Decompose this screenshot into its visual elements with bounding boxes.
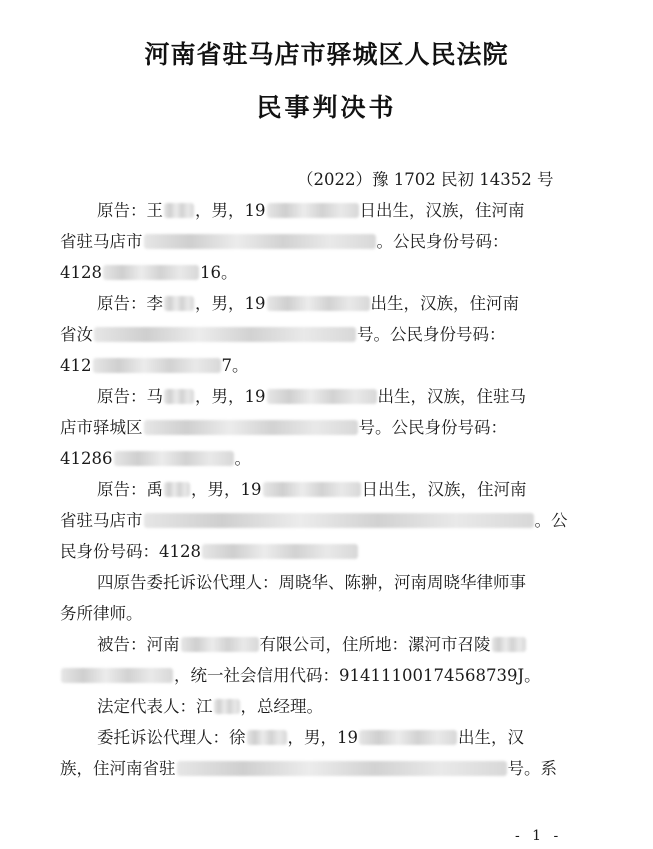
- redaction-blur: [114, 451, 234, 466]
- redaction-blur: [267, 203, 359, 218]
- text-segment: ，男，19: [195, 294, 266, 313]
- redaction-blur: [267, 389, 377, 404]
- plaintiff-agents-line-2: [60, 597, 143, 631]
- redaction-blur: [164, 389, 194, 404]
- plaintiff-4-line-1: [97, 473, 527, 507]
- text-segment: 日出生，汉族，住河南: [361, 480, 527, 499]
- court-title: 河南省驻马店市驿城区人民法院: [144, 40, 509, 69]
- redaction-blur: [103, 265, 199, 280]
- plaintiff-1-line-3: [60, 256, 238, 290]
- text-segment: ，统一社会信用代码：91411100174568739J。: [174, 666, 541, 685]
- redaction-blur: [214, 699, 240, 714]
- text-segment: 原告：马: [97, 387, 163, 406]
- text-segment: 民身份号码：4128: [60, 542, 201, 561]
- defendant-agent-line-2: [60, 752, 557, 786]
- redaction-blur: [267, 296, 370, 311]
- text-segment: 法定代表人：江: [97, 697, 213, 716]
- page-number: - 1 -: [515, 828, 563, 844]
- text-segment: 原告：李: [97, 294, 163, 313]
- redaction-blur: [247, 730, 287, 745]
- redaction-blur: [61, 668, 173, 683]
- plaintiff-1-line-2: [60, 225, 509, 259]
- redaction-blur: [164, 296, 194, 311]
- text-segment: 412: [60, 356, 92, 375]
- redaction-blur: [263, 482, 361, 497]
- redaction-blur: [144, 234, 376, 249]
- case-number: （2022）豫 1702 民初 14352 号: [297, 170, 554, 189]
- redaction-blur: [164, 482, 190, 497]
- plaintiff-3-line-2: [60, 411, 507, 445]
- text-segment: 被告：河南: [97, 635, 180, 654]
- plaintiff-4-line-2: [60, 504, 568, 538]
- text-segment: 省驻马店市: [60, 232, 143, 251]
- document-type-title: 民事判决书: [256, 93, 397, 122]
- defendant-line-2: [60, 659, 541, 693]
- text-segment: 有限公司，住所地：漯河市召陵: [259, 635, 491, 654]
- redaction-blur: [492, 637, 526, 652]
- text-segment: 出生，汉族，住驻马: [377, 387, 526, 406]
- redaction-blur: [94, 327, 356, 342]
- text-segment: 4128: [60, 263, 102, 282]
- text-segment: 号。公民身份号码：: [357, 325, 506, 344]
- plaintiff-1-line-1: [97, 194, 525, 228]
- text-segment: 务所律师。: [60, 604, 143, 623]
- text-segment: 号。系: [507, 759, 557, 778]
- text-segment: 。公民身份号码：: [376, 232, 509, 251]
- text-segment: 族，住河南省驻: [60, 759, 176, 778]
- redaction-blur: [93, 358, 221, 373]
- plaintiff-2-line-1: [97, 287, 519, 321]
- plaintiff-2-line-2: [60, 318, 506, 352]
- text-segment: ，男，19: [191, 480, 262, 499]
- text-segment: 出生，汉族，住河南: [370, 294, 519, 313]
- text-segment: ，男，19: [195, 201, 266, 220]
- redaction-blur: [144, 513, 534, 528]
- redaction-blur: [359, 730, 457, 745]
- text-segment: 。公: [534, 511, 568, 530]
- text-segment: ，总经理。: [240, 697, 323, 716]
- text-segment: 号。公民身份号码：: [358, 418, 507, 437]
- redaction-blur: [144, 420, 358, 435]
- plaintiff-4-line-3: [60, 535, 359, 569]
- defendant-line-1: [97, 628, 527, 662]
- text-segment: 出生，汉: [458, 728, 524, 747]
- text-segment: ，男，19: [287, 728, 358, 747]
- redaction-blur: [202, 544, 358, 559]
- redaction-blur: [177, 761, 507, 776]
- plaintiff-3-line-3: [60, 442, 251, 476]
- text-segment: 原告：禹: [97, 480, 163, 499]
- text-segment: 原告：王: [97, 201, 163, 220]
- text-segment: 16。: [200, 263, 238, 282]
- plaintiff-3-line-1: [97, 380, 526, 414]
- redaction-blur: [164, 203, 194, 218]
- text-segment: 店市驿城区: [60, 418, 143, 437]
- text-segment: 省汝: [60, 325, 93, 344]
- text-segment: 省驻马店市: [60, 511, 143, 530]
- text-segment: 委托诉讼代理人：徐: [97, 728, 246, 747]
- text-segment: 7。: [221, 356, 249, 375]
- text-segment: ，男，19: [195, 387, 266, 406]
- text-segment: 四原告委托诉讼代理人：周晓华、陈翀，河南周晓华律师事: [97, 573, 526, 592]
- text-segment: 日出生，汉族，住河南: [359, 201, 525, 220]
- plaintiff-agents-line-1: [97, 566, 526, 600]
- text-segment: 。: [234, 449, 251, 468]
- plaintiff-2-line-3: [60, 349, 249, 383]
- legal-representative-line: [97, 690, 323, 724]
- defendant-agent-line-1: [97, 721, 524, 755]
- redaction-blur: [181, 637, 259, 652]
- text-segment: 41286: [60, 449, 113, 468]
